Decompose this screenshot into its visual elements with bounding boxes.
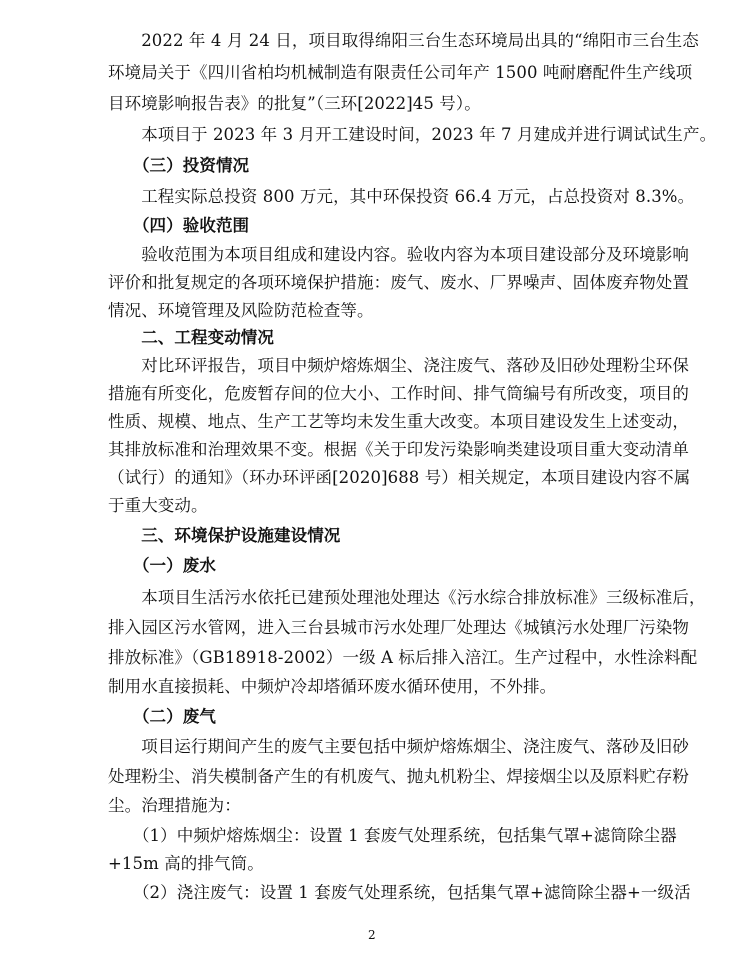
text-line: 对比环评报告，项目中频炉熔炼烟尘、浇注废气、落砂及旧砂处理粉尘环保 xyxy=(108,356,689,375)
document-page xyxy=(108,0,717,959)
text-line: 制用水直接损耗、中频炉冷却塔循环废水循环使用，不外排。 xyxy=(108,677,557,696)
page-number: 2 xyxy=(368,928,376,942)
text-line: 评价和批复规定的各项环境保护措施：废气、废水、厂界噪声、固体废弃物处置 xyxy=(108,273,689,292)
text-line: +15m 高的排气筒。 xyxy=(108,854,264,873)
text-line: 性质、规模、地点、生产工艺等均未发生重大改变。本项目建设发生上述变动， xyxy=(108,412,689,431)
section-heading: （二）废气 xyxy=(108,707,216,726)
text-line: 工程实际总投资 800 万元，其中环保投资 66.4 万元，占总投资对 8.3%。 xyxy=(108,187,695,206)
text-line: 目环境影响报告表》的批复”（三环[2022]45 号）。 xyxy=(108,94,481,113)
text-line: 尘。治理措施为： xyxy=(108,796,241,815)
text-line: 措施有所变化，危废暂存间的位大小、工作时间、排气筒编号有所改变，项目的 xyxy=(108,384,689,403)
section-heading: （四）验收范围 xyxy=(108,216,250,235)
text-line: （1）中频炉熔炼烟尘：设置 1 套废气处理系统，包括集气罩+滤筒除尘器 xyxy=(108,826,677,845)
section-heading: 三、环境保护设施建设情况 xyxy=(108,526,341,545)
text-line: 验收范围为本项目组成和建设内容。验收内容为本项目建设部分及环境影响 xyxy=(108,245,689,264)
text-line: 2022 年 4 月 24 日，项目取得绵阳三台生态环境局出具的“绵阳市三台生态 xyxy=(108,31,699,50)
text-line: 本项目于 2023 年 3 月开工建设时间，2023 年 7 月建成并进行调试试生产。 xyxy=(108,125,717,144)
text-line: 本项目生活污水依托已建预处理池处理达《污水综合排放标准》三级标准后， xyxy=(108,588,706,607)
text-line: 项目运行期间产生的废气主要包括中频炉熔炼烟尘、浇注废气、落砂及旧砂 xyxy=(108,737,689,756)
section-heading: （一）废水 xyxy=(108,556,216,575)
text-line: 其排放标准和治理效果不变。根据《关于印发污染影响类建设项目重大变动清单 xyxy=(108,440,689,459)
text-line: （试行）的通知》（环办环评函[2020]688 号）相关规定，本项目建设内容不属 xyxy=(108,468,691,487)
text-line: 处理粉尘、消失模制备产生的有机废气、抛丸机粉尘、焊接烟尘以及原料贮存粉 xyxy=(108,767,689,786)
text-line: （2）浇注废气：设置 1 套废气处理系统，包括集气罩+滤筒除尘器+一级活 xyxy=(108,883,691,902)
text-line: 于重大变动。 xyxy=(108,496,208,515)
section-heading: （三）投资情况 xyxy=(108,156,250,175)
text-line: 排放标准》（GB18918-2002）一级 A 标后排入涪江。生产过程中，水性涂料配 xyxy=(108,648,698,667)
text-line: 环境局关于《四川省柏均机械制造有限责任公司年产 1500 吨耐磨配件生产线项 xyxy=(108,63,693,82)
section-heading: 二、工程变动情况 xyxy=(108,328,274,347)
text-line: 排入园区污水管网，进入三台县城市污水处理厂处理达《城镇污水处理厂污染物 xyxy=(108,618,689,637)
text-line: 情况、环境管理及风险防范检查等。 xyxy=(108,301,374,320)
